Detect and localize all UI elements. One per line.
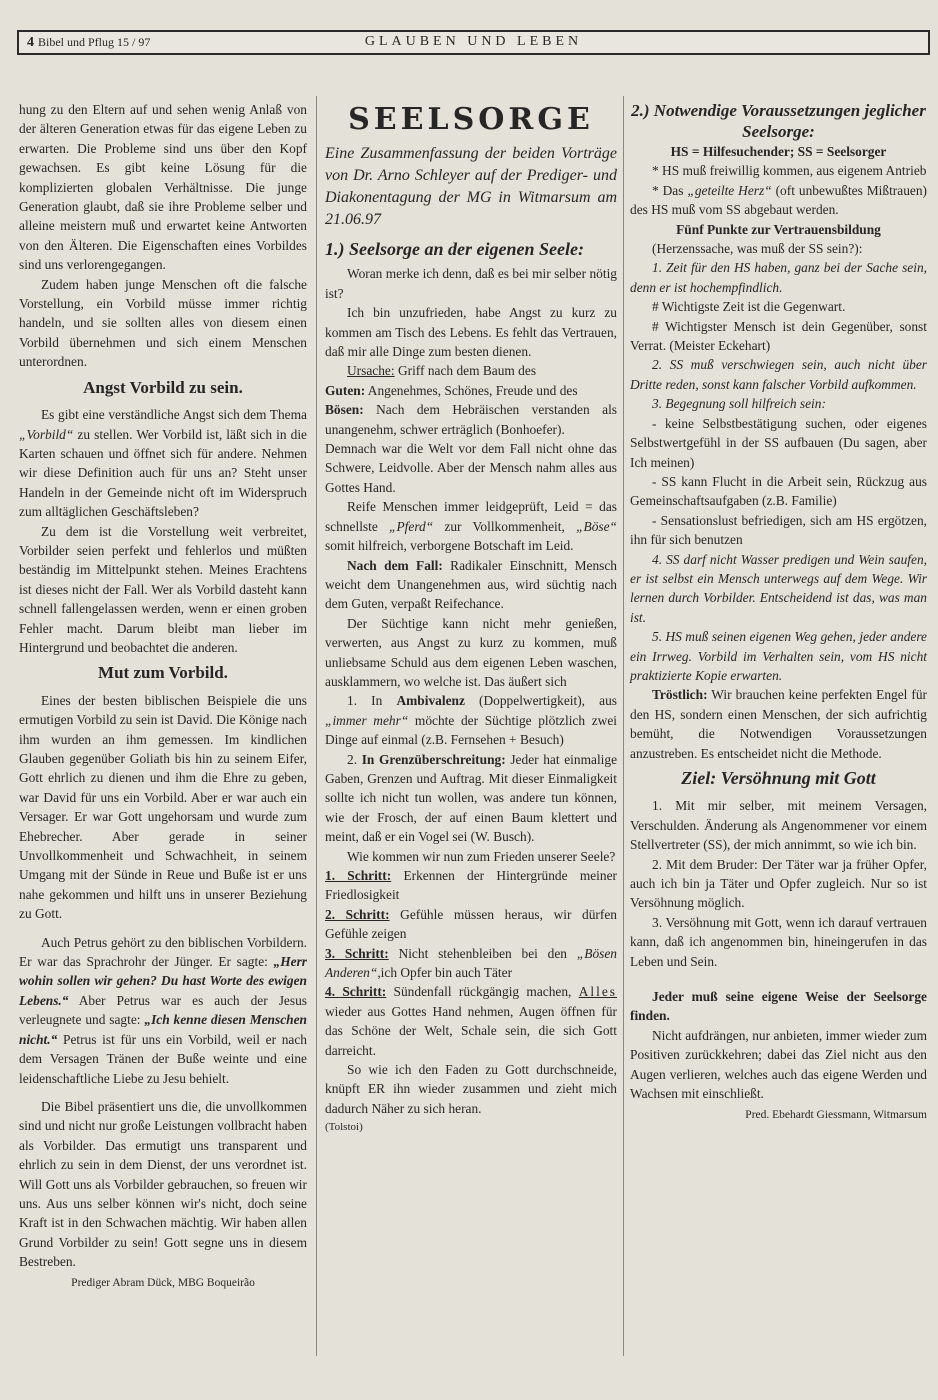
author-signature: Prediger Abram Dück, MBG Boqueirão [71, 1276, 255, 1289]
label-nach-dem-fall: Nach dem Fall: [347, 557, 443, 573]
text-run: wieder aus Gottes Hand nehmen, Augen öffnen für das Schöne der Welt, Schale sein, die sich Gott darreicht. [325, 1003, 617, 1058]
paragraph: Wie kommen wir nun zum Frieden unserer Seele? [347, 848, 616, 864]
heading-angst: Angst Vorbild zu sein. [83, 377, 243, 397]
list-item [630, 181, 927, 220]
text-run: ,ich Opfer bin auch Täter [377, 965, 513, 981]
paragraph: Zu dem ist die Vorstellung weit verbreitet, Vorbilder seien perfekt und fehlerlos und müßten beständig im Mittelpunkt stehen. Meines Erachtens ist dieses nicht der Fall. Wer als Vorbild dasteht kann schnell fallengelassen werden, wenn er einen groben Fehler macht. Darum bleibt man lieber im Hintergrund und beobachtet die anderen. [19, 523, 307, 655]
text-run: „Pferd“ [389, 518, 434, 534]
text-run: zur Vollkommenheit, [433, 518, 577, 534]
text-run: „geteilte Herz“ [687, 182, 772, 198]
heading-ziel: Ziel: Versöhnung mit Gott [681, 768, 876, 788]
label-schritt: 4. Schritt: [325, 984, 387, 1000]
list-item [325, 866, 617, 905]
paragraph: Woran merke ich denn, daß es bei mir selber nötig ist? [325, 266, 617, 301]
article-intro: Eine Zusammenfassung der beiden Vorträge von Dr. Arno Schleyer auf der Prediger- und Diakonentagung der MG in Witmarsum am 21.06.97 [325, 145, 617, 229]
paragraph: Ich bin unzufrieden, habe Angst zu kurz zu kommen am Tisch des Lebens. Es fehlt das Vertrauen, daß mir alle Dinge zum besten dienen. [325, 305, 617, 360]
paragraph [325, 497, 617, 555]
text-run: möchte der Süchtige plötzlich zwei Dinge auf einmal (z.B. Fernsehen + Besuch) [325, 712, 617, 748]
text-run: Radikaler Einschnitt, Mensch weicht dem Unangenehmen aus, wird süchtig nach dem Guten, verpaßt Reifechance. [325, 557, 617, 612]
paragraph: hung zu den Eltern auf und sehen wenig Anlaß von der älteren Generation etwas für das eigene Leben zu erwarten. Die Probleme sind uns über den Kopf gewachsen. Es gibt keine Lösung für die komplizierten globalen Verhältnisse. Die junge Generation glaubt, daß sie ihre Probleme selber und alleine meistern muß und erwartet keine Antworten von den Älteren. Die Eigenschaften eines Vorbildes sind uns verlorengegangen. [19, 102, 307, 273]
paragraph [325, 556, 617, 614]
list-item: 4. SS darf nicht Wasser predigen und Wein saufen, er ist selbst ein Mensch unterwegs auf dem Wege. Wir lernen durch Vorbilder. Entscheidend ist das, was man ist. [630, 551, 927, 625]
paragraph: Die Bibel präsentiert uns die, die unvollkommen sind und nicht nur große Leistungen vollbracht haben als Vorbilder. Das ermutigt uns transparent und ehrlich zu sein in dem Dienst, der uns verordnet ist. Will Gott uns als Vorbilder gebrauchen, so freuen wir uns. Aus uns selber können wir's nicht, doch seine Kraft ist in den Schwachen mächtig. Wir haben allen Grund Vorbilder zu sein! Gott segne uns in diesem Bestreben. [19, 1098, 307, 1270]
list-item: 2. SS muß verschwiegen sein, auch nicht über Dritte reden, sonst kann falscher Vorbild aufkommen. [630, 357, 927, 392]
list-item: 3. Versöhnung mit Gott, wenn ich darauf vertrauen kann, daß ich angenommen bin, hineingerufen in das Leben und Sein. [630, 914, 927, 969]
list-item: # Wichtigster Mensch ist dein Gegenüber, sonst Verrat. (Meister Eckehart) [630, 318, 927, 354]
label-guten: Guten: [325, 382, 366, 398]
spacer [19, 924, 307, 933]
list-item [325, 905, 617, 944]
text-run: 1. In [347, 693, 397, 709]
text-run: Petrus ist für uns ein Vorbild, weil er nach dem Versagen Tränen der Buße weinte und eine leidenschaftliche Liebe zu Jesu behielt. [19, 1031, 307, 1086]
paragraph: Der Süchtige kann nicht mehr genießen, verwerten, aus Angst zu kurz zu kommen, muß unliebsame Schuld aus dem eigenen Leben waschen, ausklammern, wo welche ist. Das äußert sich [325, 615, 617, 689]
list-item: # Wichtigste Zeit ist die Gegenwart. [652, 299, 846, 315]
column-voraussetzungen [630, 100, 927, 1125]
text-run: zu stellen. Wer Vorbild ist, läßt sich in die Karten schauen und öffnet sich für andere. Nehmen wir diese Definition auch für uns an? Steht unser Handeln in der Gemeinde nicht oft im Widerspruch zum alltäglichen Geschäftsleben? [19, 426, 307, 520]
paragraph: Zudem haben junge Menschen oft die falsche Vorstellung, ein Vorbild müsse immer richtig handeln, und sie sollten alles von diesem einen Vorbild übernehmen und sich einem Menschen unterordnen. [19, 276, 307, 370]
text-run: Sündenfall rückgängig machen, [386, 984, 579, 1000]
spacer [19, 1088, 307, 1097]
column-seelsorge [325, 100, 617, 1138]
label-schritt: 3. Schritt: [325, 945, 389, 961]
text-run: „Vorbild“ [19, 426, 74, 442]
quote: „Ich kenne diesen Menschen nicht.“ [19, 1012, 307, 1047]
abbreviation-legend: HS = Hilfesuchender; SS = Seelsorger [670, 144, 887, 159]
text-run: Reife Menschen immer leidgeprüft, Leid = das schnellste [325, 499, 617, 534]
label-boesen: Bösen: [325, 402, 364, 418]
list-item [325, 750, 617, 847]
paragraph: Eines der besten biblischen Beispiele die uns ermutigen Vorbild zu sein ist David. Die Könige nach ihm wurden an ihm gemessen. Im kindlichen Glauben gegenüber Goliath bis hin zu seinem Eifer, Gott ehrlich zu dienen und ihm die Ehre zu geben, war David für uns ein Vorbild. Aber er war auch ein Versager. Er war Gott ungehorsam und wurde zum Ehebrecher. Aber gerade in seiner Unvollkommenheit und Schwachheit, in seinem Umgang mit der Sünde in Reue und Buße ist er uns nahe gekommen und hilft uns in unserer Beziehung zu Gott. [19, 692, 307, 922]
text-run: 2. [347, 751, 362, 767]
list-item: * HS muß freiwillig kommen, aus eigenem Antrieb [652, 163, 927, 179]
text-run: Nach dem Hebräischen verstanden als unangenehm, schwer erträglich (Bonhoefer). [325, 402, 617, 437]
text-run: (Doppelwertigkeit), aus [464, 693, 617, 709]
list-item: 1. Mit mir selber, mit meinem Versagen, Verschulden. Änderung als Angenommener vor einem Stellvertreter (SS), der mich annimmt, so wie ich bin. [630, 798, 927, 853]
list-item [325, 944, 617, 983]
section-title: GLAUBEN UND LEBEN [364, 34, 583, 49]
paragraph: (Herzenssache, was muß der SS sein?): [652, 241, 863, 257]
text-run: somit hilfreich, verborgene Botschaft im Leid. [325, 538, 574, 554]
text-run: Angenehmes, Schönes, Freude und des [365, 382, 578, 398]
paragraph [325, 381, 617, 400]
label-ursache: Ursache: [347, 363, 395, 379]
heading-eigene-seele: 1.) Seelsorge an der eigenen Seele: [325, 239, 584, 260]
text-run: Alles [578, 984, 617, 1000]
paragraph: Demnach war die Welt vor dem Fall nicht ohne das Schwere, Leidvolle. Aber der Mensch nahm alles aus Gottes Hand. [325, 441, 617, 495]
page-number: 4 [27, 35, 34, 50]
label-troestlich: Tröstlich: [652, 687, 708, 703]
text-run: Auch Petrus gehört zu den biblischen Vorbildern. Er war das Sprachrohr der Jünger. Er sagte: [19, 934, 307, 970]
text-run: Jeder hat einmalige Gaben, Grenzen und Auftrag. Mit dieser Einmaligkeit sollte ich nicht tun wollen, was andere tun können, wie der Frosch, der auf einen Baum klettert und meint, daß er ein Vogel sei (W. Busch). [325, 751, 618, 845]
paragraph [19, 933, 307, 1088]
text-run: * Das [652, 182, 688, 198]
column-rule-2 [623, 96, 624, 1356]
paragraph-emphasis: Jeder muß seine eigene Weise der Seelsorge finden. [630, 989, 927, 1024]
author-signature: Pred. Ebehardt Giessmann, Witmarsum [745, 1108, 927, 1121]
text-run: „Böse“ [576, 518, 618, 534]
text-run: Griff nach dem Baum des [394, 363, 537, 379]
text-run: (oft unbewußtes Mißtrauen) des HS muß vom SS abgebaut werden. [630, 182, 928, 218]
text-run: Ambivalenz [396, 693, 465, 709]
column-rule-1 [316, 96, 317, 1356]
paragraph: Nicht aufdrängen, nur anbieten, immer wieder zum Positiven zurückkehren; dabei das Ziel nicht aus den Augen verlieren, welches auch das eigene Werden und Wachsen mit einschließt. [630, 1027, 927, 1102]
text-run: Aber Petrus war es auch der Jesus verleugnete und sagte: [19, 992, 307, 1028]
list-item: - Sensationslust befriedigen, sich am HS ergötzen, ihn für sich benutzen [630, 512, 927, 548]
paragraph [325, 361, 617, 380]
text-run: Es gibt eine verständliche Angst sich dem Thema [41, 407, 307, 423]
paragraph: So wie ich den Faden zu Gott durchschneide, knüpft ER ihn wieder zusammen und zieht mich dadurch Näher zu sich heran. [325, 1062, 617, 1116]
quote-source: (Tolstoi) [325, 1121, 363, 1134]
paragraph [19, 405, 307, 521]
text-run: Nicht stehenbleiben bei den [388, 945, 577, 961]
label-schritt: 2. Schritt: [325, 906, 390, 922]
publication-name: Bibel und Pflug 15 / 97 [38, 35, 151, 49]
list-item [325, 982, 617, 1060]
article-title: SEELSORGE [348, 102, 594, 137]
text-run: Gefühle müssen heraus, wir dürfen Gefühle zeigen [325, 906, 617, 942]
spacer [630, 971, 927, 987]
paragraph [325, 400, 617, 439]
list-item: 3. Begegnung soll hilfreich sein: [652, 396, 826, 412]
list-item: - keine Selbstbestätigung suchen, oder eigenes Selbstwertgefühl in der SS aufbauen (Du sagen, aber Ich meinen) [630, 415, 927, 470]
label-schritt: 1. Schritt: [325, 868, 392, 883]
text-run: In Grenzüberschreitung: [361, 751, 506, 767]
text-run: „immer mehr“ [325, 712, 409, 728]
column-vorbild [19, 100, 307, 1293]
heading-fuenf-punkte: Fünf Punkte zur Vertrauensbildung [676, 221, 881, 237]
quote: „Herr wohin sollen wir gehen? Du hast Worte des ewigen Lebens.“ [19, 954, 307, 1008]
text-run: „Bösen Anderen“ [325, 945, 617, 981]
list-item: - SS kann Flucht in die Arbeit sein, Rückzug aus Gemeinschaftsaufgaben (z.B. Familie) [630, 473, 927, 509]
paragraph [630, 685, 927, 763]
text-run: Erkennen der Hintergründe meiner Friedlosigkeit [325, 868, 618, 903]
heading-mut: Mut zum Vorbild. [98, 663, 228, 683]
page-header [17, 30, 930, 55]
list-item: 5. HS muß seinen eigenen Weg gehen, jeder andere ein Irrweg. Vorbild im Verhalten sein, vom HS nicht praktizierte Kopie erwarten. [630, 629, 927, 683]
list-item: 1. Zeit für den HS haben, ganz bei der Sache sein, denn er ist hochempfindlich. [630, 260, 927, 295]
text-run: Wir brauchen keine perfekten Engel für den HS, sondern einen Menschen, der sich aufrichtig bemüht, die Notwendigen Voraussetzungen anzustreben. Es entscheidet nicht die Methode. [630, 687, 927, 761]
list-item: 2. Mit dem Bruder: Der Täter war ja früher Opfer, auch ich bin ja Täter und Opfer zugleich. Nur so ist Versöhnung möglich. [630, 856, 927, 911]
heading-voraussetzungen: 2.) Notwendige Voraussetzungen jeglicher Seelsorge: [631, 101, 926, 141]
list-item [325, 691, 617, 749]
